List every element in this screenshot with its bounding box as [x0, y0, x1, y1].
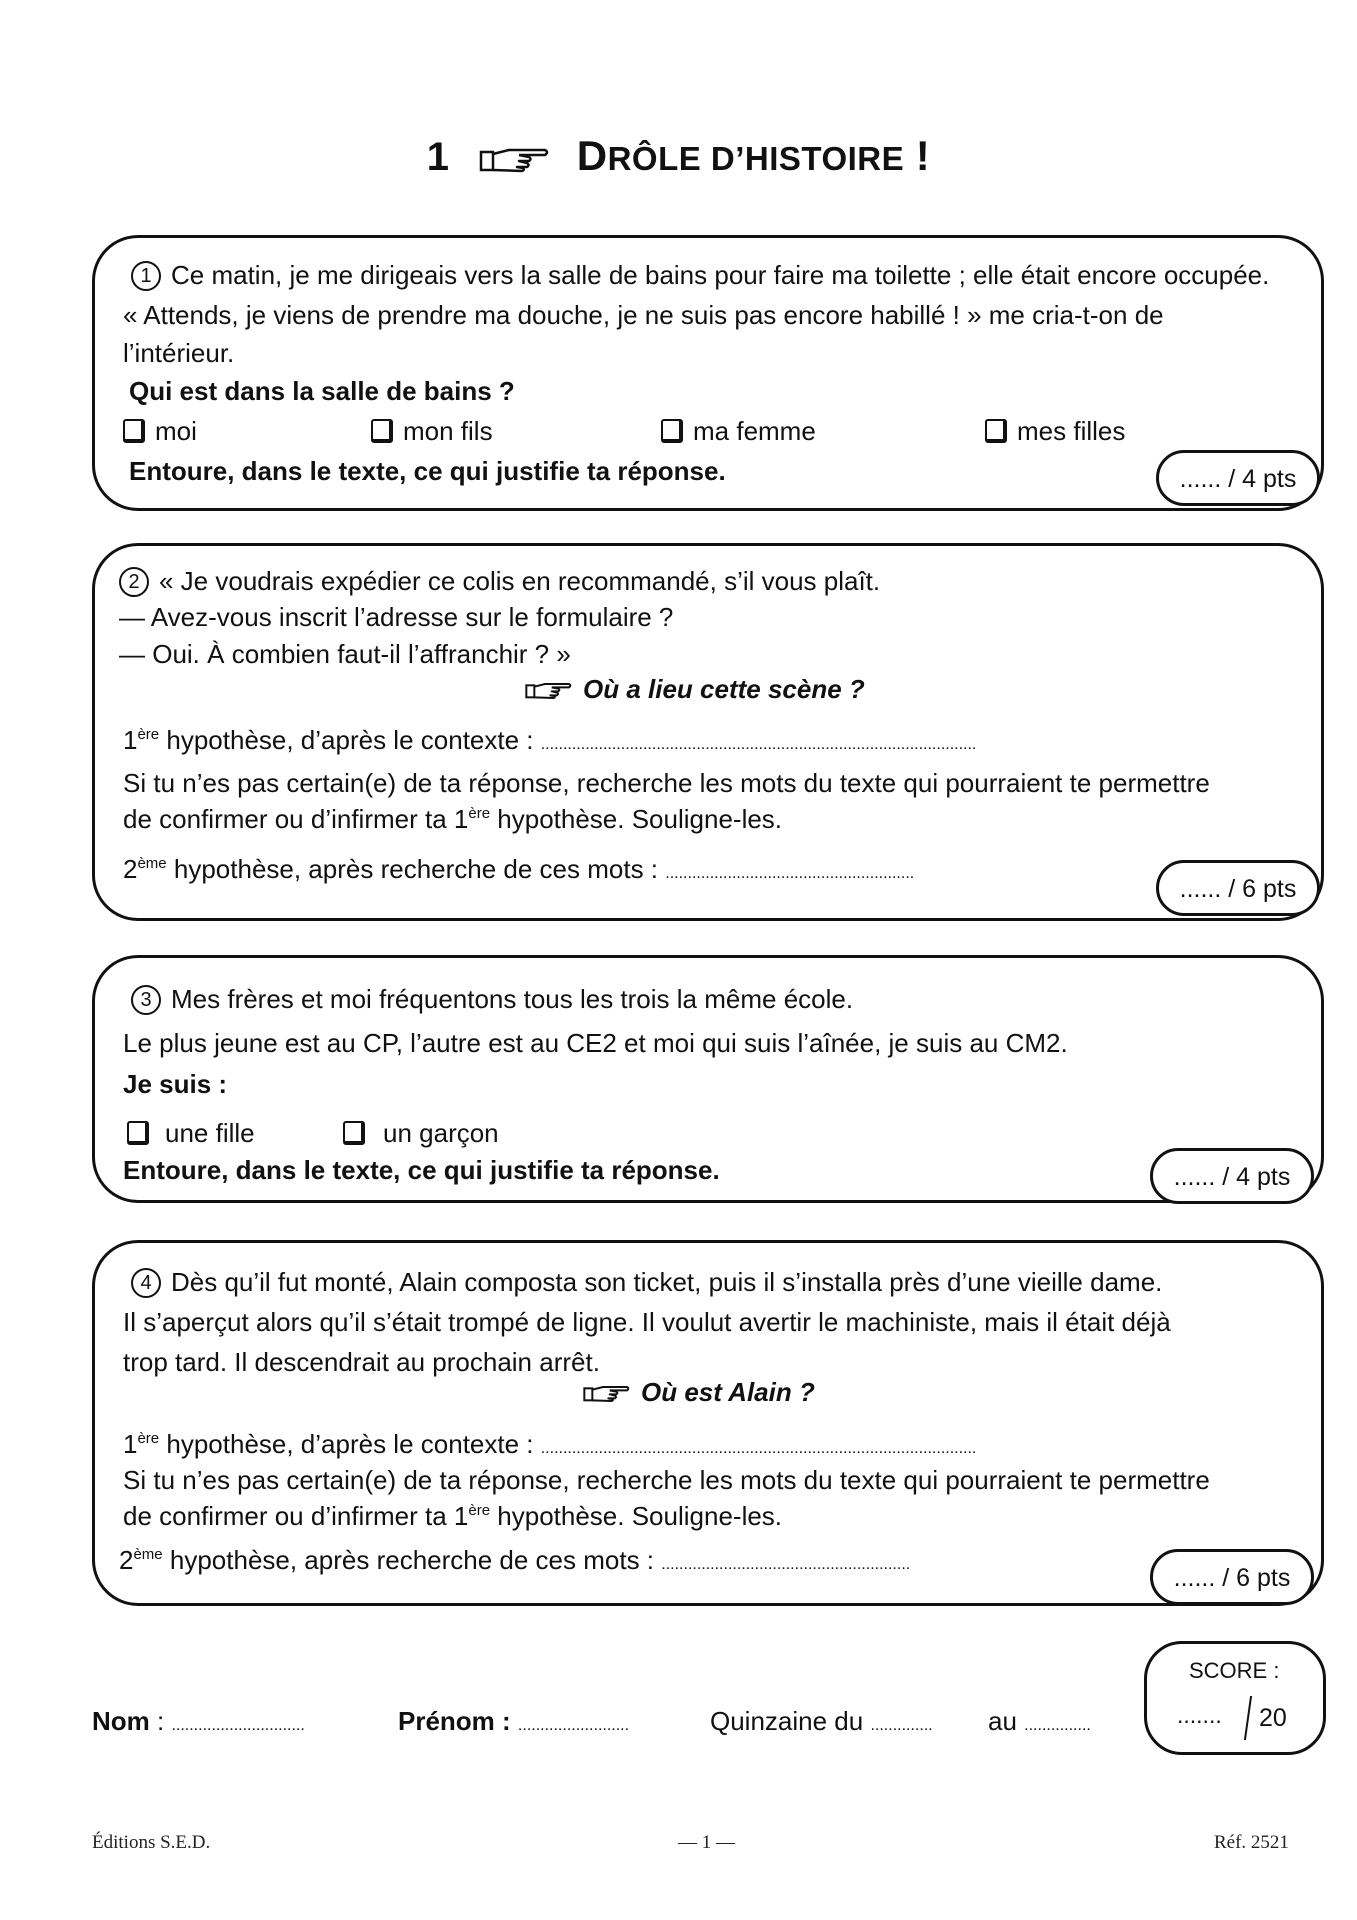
ex4-text-1: Dès qu’il fut monté, Alain composta son ticket, puis il s’installa près d’une vieille dame. — [171, 1267, 1163, 1297]
fortnight-end-field[interactable] — [988, 1706, 1091, 1737]
ex4-hypothesis-1 — [123, 1429, 976, 1460]
score-label: SCORE : — [1189, 1658, 1280, 1683]
score-total: 20 — [1259, 1704, 1287, 1732]
option-label: mon fils — [403, 416, 493, 446]
ex4-para2 — [123, 1501, 782, 1532]
option-label: un garçon — [383, 1118, 499, 1148]
ex3-points: ...... / 4 pts — [1150, 1148, 1314, 1204]
exercise-2-box — [92, 543, 1324, 921]
ex1-text-1: Ce matin, je me dirigeais vers la salle de bains pour faire ma toilette ; elle était encore occupée. — [171, 260, 1270, 290]
ex2-line2: — Avez-vous inscrit l’adresse sur le formulaire ? — [119, 602, 674, 632]
ex2-line1 — [119, 566, 880, 597]
ex2-points: ...... / 6 pts — [1156, 860, 1320, 916]
answer-line[interactable]: ........................................................ — [661, 1556, 911, 1573]
ex1-option-mon-fils[interactable] — [371, 416, 493, 447]
ex1-option-moi[interactable] — [123, 416, 197, 447]
ex4-points: ...... / 6 pts — [1150, 1549, 1314, 1605]
ex1-line3: l’intérieur. — [123, 338, 235, 368]
name-field[interactable] — [92, 1706, 305, 1737]
reference: Réf. 2521 — [1214, 1832, 1289, 1853]
fortnight-end-line[interactable]: ............... — [1024, 1717, 1091, 1734]
to-label: au — [988, 1706, 1017, 1736]
answer-line[interactable]: ........................................................ — [665, 865, 915, 882]
question-text: Où a lieu cette scène ? — [583, 674, 865, 704]
title-initial: D — [576, 132, 608, 179]
checkbox[interactable] — [127, 1121, 149, 1145]
firstname-field[interactable] — [398, 1706, 629, 1737]
score-slash — [1244, 1696, 1252, 1740]
hyp-sup: ère — [137, 726, 160, 743]
page-title — [0, 132, 1357, 184]
pointing-hand-icon — [583, 1379, 631, 1410]
hyp-num: 2 — [119, 1545, 134, 1575]
para-sup: ère — [468, 1502, 491, 1519]
name-colon: : — [149, 1706, 172, 1736]
hyp-text: hypothèse, après recherche de ces mots : — [162, 1545, 662, 1575]
para-sup: ère — [468, 805, 491, 822]
ex4-line3: trop tard. Il descendrait au prochain arrêt. — [123, 1347, 600, 1377]
hyp-num: 2 — [123, 854, 138, 884]
firstname-answer-line[interactable]: ......................... — [517, 1717, 630, 1734]
checkbox[interactable] — [985, 419, 1007, 443]
circled-number: 4 — [131, 1268, 161, 1298]
score-value[interactable]: ....... — [1177, 1702, 1222, 1728]
ex3-line1 — [131, 984, 853, 1015]
answer-line[interactable]: .................................................................................................. — [540, 1440, 977, 1457]
para-text: de confirmer ou d’infirmer ta 1 — [123, 804, 469, 834]
option-label: moi — [155, 416, 197, 446]
hyp-text: hypothèse, après recherche de ces mots : — [166, 854, 666, 884]
ex2-text-1: « Je voudrais expédier ce colis en recommandé, s’il vous plaît. — [159, 566, 881, 596]
answer-line[interactable]: .................................................................................................. — [540, 736, 977, 753]
ex4-line1 — [131, 1267, 1162, 1298]
hyp-num: 1 — [123, 1429, 138, 1459]
option-label: ma femme — [693, 416, 816, 446]
title-exclamation: ! — [915, 132, 931, 179]
hyp-sup: ère — [137, 1430, 160, 1447]
para-text: hypothèse. Souligne-les. — [490, 804, 783, 834]
ex1-points: ...... / 4 pts — [1156, 450, 1320, 506]
ex4-para1: Si tu n’es pas certain(e) de ta réponse, recherche les mots du texte qui pourraient te permettre — [123, 1465, 1210, 1495]
ex1-line1 — [131, 260, 1269, 291]
fortnight-field[interactable] — [710, 1706, 933, 1737]
pointing-hand-icon — [525, 676, 573, 707]
para-text: de confirmer ou d’infirmer ta 1 — [123, 1501, 469, 1531]
exercise-3-box — [92, 955, 1324, 1203]
page-number: — 1 — — [678, 1832, 735, 1853]
exercise-4-box — [92, 1240, 1324, 1606]
circled-number: 2 — [119, 567, 149, 597]
ex2-question — [525, 674, 865, 707]
exercise-number: 1 — [426, 135, 450, 179]
ex2-hypothesis-2 — [123, 854, 914, 885]
ex1-line2: « Attends, je viens de prendre ma douche, je ne suis pas encore habillé ! » me cria-t-on de — [123, 300, 1164, 330]
hyp-text: hypothèse, d’après le contexte : — [159, 1429, 541, 1459]
ex3-text-1: Mes frères et moi fréquentons tous les trois la même école. — [171, 984, 854, 1014]
checkbox[interactable] — [371, 419, 393, 443]
firstname-label: Prénom : — [398, 1706, 511, 1736]
ex3-option-fille[interactable] — [127, 1118, 255, 1149]
title-text: RÔLE D’HISTOIRE — [607, 140, 905, 177]
name-label: Nom — [92, 1706, 150, 1736]
hyp-text: hypothèse, d’après le contexte : — [159, 725, 541, 755]
ex4-line2: Il s’aperçut alors qu’il s’était trompé de ligne. Il voulut avertir le machiniste, mais il était déjà — [123, 1307, 1171, 1337]
ex1-option-ma-femme[interactable] — [661, 416, 816, 447]
para-text: hypothèse. Souligne-les. — [490, 1501, 783, 1531]
ex2-hypothesis-1 — [123, 725, 976, 756]
hyp-sup: ème — [133, 1546, 163, 1563]
name-answer-line[interactable]: .............................. — [171, 1717, 305, 1734]
exercise-1-box — [92, 235, 1324, 511]
question-text: Où est Alain ? — [641, 1377, 815, 1407]
checkbox[interactable] — [123, 419, 145, 443]
circled-number: 3 — [131, 985, 161, 1015]
ex3-instruction: Entoure, dans le texte, ce qui justifie ta réponse. — [123, 1155, 720, 1185]
hyp-num: 1 — [123, 725, 138, 755]
fortnight-label: Quinzaine du — [710, 1706, 864, 1736]
ex2-para1: Si tu n’es pas certain(e) de ta réponse, recherche les mots du texte qui pourraient te permettre — [123, 768, 1210, 798]
ex1-question: Qui est dans la salle de bains ? — [129, 376, 515, 406]
ex4-hypothesis-2 — [119, 1545, 910, 1576]
ex3-question: Je suis : — [123, 1069, 228, 1099]
circled-number: 1 — [131, 261, 161, 291]
ex2-para2 — [123, 804, 782, 835]
fortnight-start-line[interactable]: .............. — [870, 1717, 933, 1734]
option-label: mes filles — [1017, 416, 1126, 446]
option-label: une fille — [165, 1118, 255, 1148]
publisher: Éditions S.E.D. — [92, 1832, 211, 1853]
ex1-option-mes-filles[interactable] — [985, 416, 1125, 447]
hyp-sup: ème — [137, 855, 167, 872]
checkbox[interactable] — [343, 1121, 365, 1145]
ex3-option-garcon[interactable] — [343, 1118, 499, 1149]
checkbox[interactable] — [661, 419, 683, 443]
ex3-line2: Le plus jeune est au CP, l’autre est au CE2 et moi qui suis l’aînée, je suis au CM2. — [123, 1028, 1068, 1058]
ex4-question — [583, 1377, 815, 1410]
ex2-line3: — Oui. À combien faut-il l’affranchir ? » — [119, 639, 571, 669]
pointing-hand-icon — [479, 139, 551, 184]
score-box — [1144, 1641, 1326, 1755]
ex1-instruction: Entoure, dans le texte, ce qui justifie ta réponse. — [129, 456, 726, 486]
